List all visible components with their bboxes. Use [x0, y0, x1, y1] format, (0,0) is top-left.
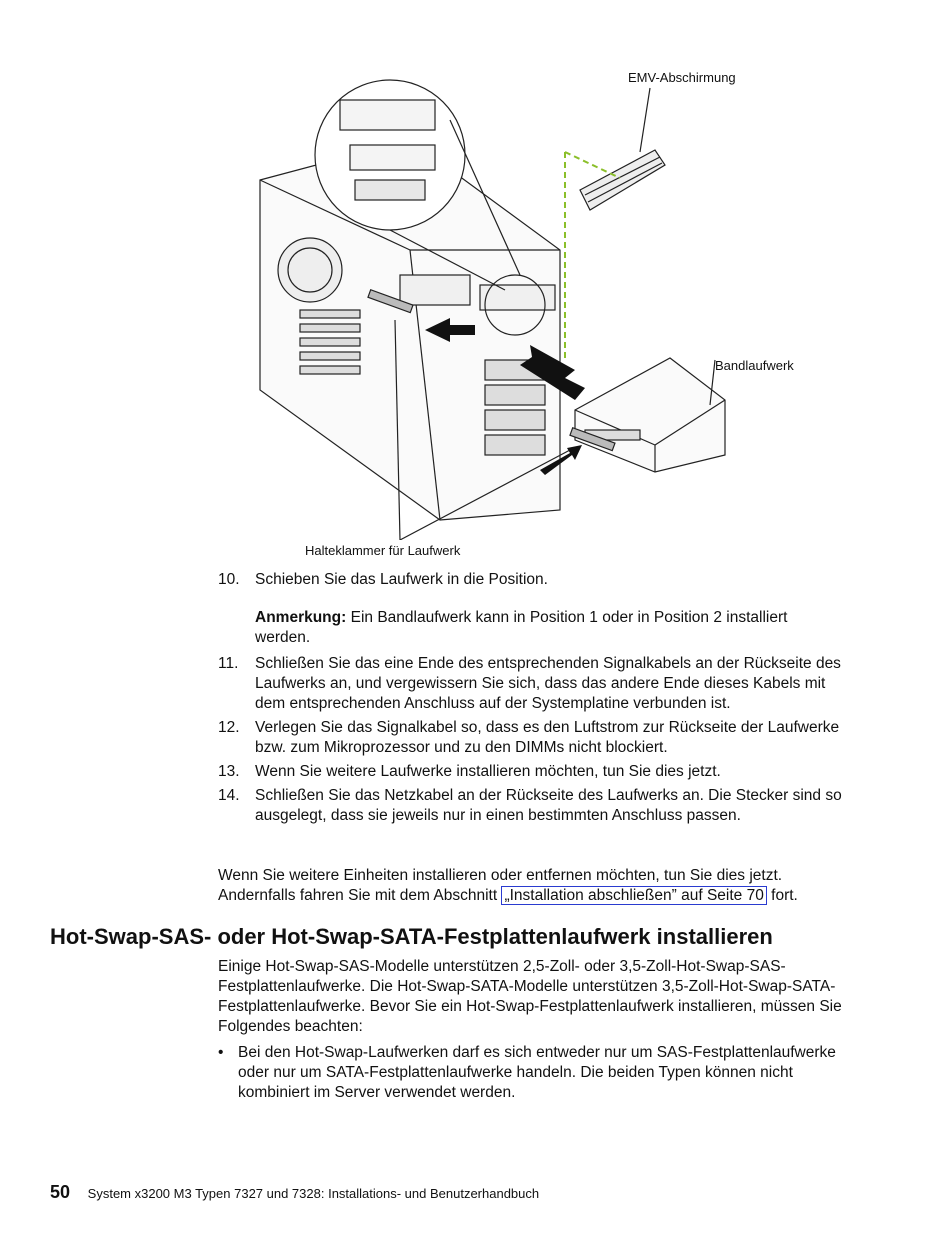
bullet-item	[218, 1043, 843, 1103]
step-10	[218, 570, 843, 590]
closing-line-2	[218, 886, 843, 906]
step-number: 10.	[218, 571, 240, 588]
step-14	[218, 786, 843, 826]
closing-paragraph	[218, 866, 843, 906]
bullet-text: Bei den Hot-Swap-Laufwerken darf es sich entweder nur um SAS-Festplattenlaufwerke oder nur um SATA-Festplattenlaufwerke handeln. Die beiden Typen können nicht kombiniert im Server verwendet werden.	[238, 1044, 836, 1101]
page-footer	[50, 1182, 539, 1203]
figure-label-emv: EMV-Abschirmung	[628, 70, 736, 85]
tape-drive	[575, 358, 725, 472]
step-11	[218, 654, 843, 714]
note-label: Anmerkung:	[255, 609, 347, 626]
step-number: 11.	[218, 655, 239, 672]
closing-prefix: Andernfalls fahren Sie mit dem Abschnitt	[218, 887, 498, 904]
step-text: Schließen Sie das Netzkabel an der Rückseite des Laufwerks an. Die Stecker sind so ausgelegt, dass sie jeweils nur in einen bestimmten Anschluss passen.	[255, 787, 842, 824]
note-text: Ein Bandlaufwerk kann in Position 1 oder in Position 2 installiert werden.	[255, 609, 788, 646]
page-number: 50	[50, 1182, 71, 1202]
server-drive-installation-illustration	[240, 60, 840, 540]
emv-shield	[580, 150, 665, 210]
bullet-marker: •	[218, 1044, 224, 1061]
closing-suffix: fort.	[771, 887, 798, 904]
alignment-guide	[565, 152, 620, 178]
section-body	[218, 957, 843, 1103]
step-text: Schieben Sie das Laufwerk in die Position.	[255, 571, 548, 588]
step-number: 13.	[218, 763, 240, 780]
step-number: 14.	[218, 787, 240, 804]
note	[218, 608, 843, 648]
figure-label-tape-drive: Bandlaufwerk	[715, 358, 794, 373]
footer-title: System x3200 M3 Typen 7327 und 7328: Installations- und Benutzerhandbuch	[87, 1186, 540, 1201]
figure-label-retaining-clip: Halteklammer für Laufwerk	[305, 543, 461, 558]
step-text: Schließen Sie das eine Ende des entsprechenden Signalkabels an der Rückseite des Laufwerks an, und vergewissern Sie sich, dass das andere Ende dieses Kabels mit dem entsprechenden Anschluss auf der Systemplatine verbunden ist.	[255, 655, 841, 712]
steps-list	[218, 570, 843, 830]
section-heading: Hot-Swap-SAS- oder Hot-Swap-SATA-Festplattenlaufwerk installieren	[50, 924, 773, 949]
section-intro: Einige Hot-Swap-SAS-Modelle unterstützen 2,5-Zoll- oder 3,5-Zoll-Hot-Swap-SAS-Festplattenlaufwerke. Die Hot-Swap-SATA-Modelle unterstützen 3,5-Zoll-Hot-Swap-SATA-Festplattenlaufwerke. Bevor Sie ein Hot-Swap-Festplattenlaufwerk installieren, müssen Sie Folgendes beachten:	[218, 958, 842, 1035]
step-12	[218, 718, 843, 758]
step-text: Verlegen Sie das Signalkabel so, dass es den Luftstrom zur Rückseite der Laufwerke bzw. zum Mikroprozessor und zu den DIMMs nicht blockiert.	[255, 719, 840, 756]
step-number: 12.	[218, 719, 240, 736]
step-text: Wenn Sie weitere Laufwerke installieren möchten, tun Sie dies jetzt.	[255, 763, 721, 780]
installation-complete-link[interactable]: „Installation abschließen” auf Seite 70	[501, 886, 766, 905]
step-13	[218, 762, 843, 782]
closing-line-1: Wenn Sie weitere Einheiten installieren oder entfernen möchten, tun Sie dies jetzt.	[218, 867, 783, 884]
